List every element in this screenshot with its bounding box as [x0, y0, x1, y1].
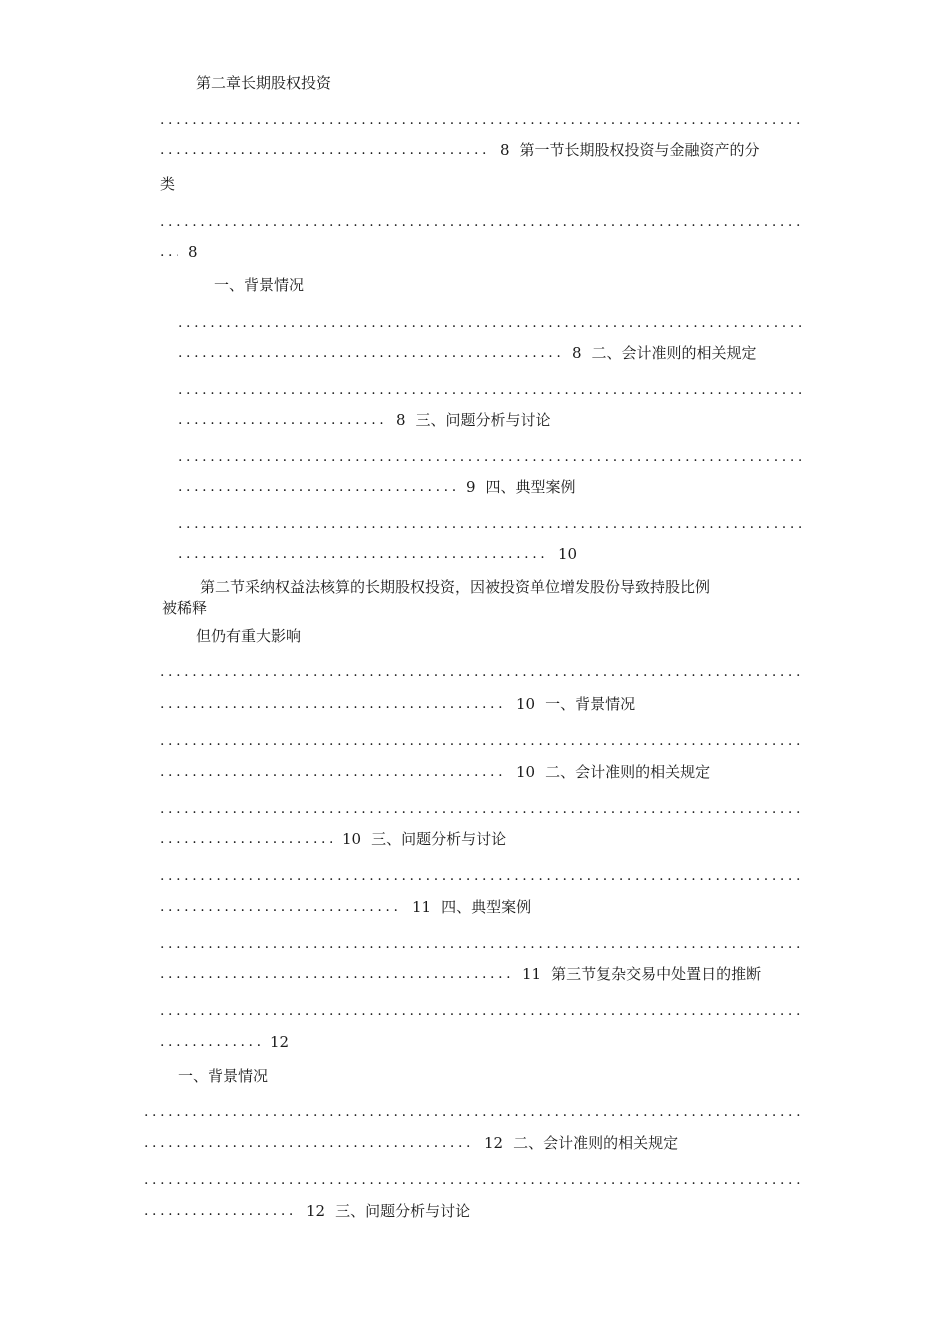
page-number: 8 [188, 243, 198, 261]
toc-entry [160, 897, 531, 917]
toc-subitem: 一、背景情况 [178, 1067, 269, 1085]
page-number: 10 [516, 763, 536, 781]
toc-entry-title: 四、典型案例 [485, 478, 576, 496]
toc-entry-title: 三、问题分析与讨论 [415, 411, 551, 429]
page-number: 8 [396, 411, 406, 429]
toc-entry [178, 343, 757, 363]
toc-entry [160, 140, 760, 160]
toc-entry [178, 477, 576, 497]
toc-entry-title: 四、典型案例 [441, 898, 532, 916]
page-number: 10 [558, 545, 578, 563]
toc-entry-title: 二、会计准则的相关规定 [513, 1134, 679, 1152]
toc-entry [144, 1133, 678, 1153]
page-number: 10 [516, 695, 536, 713]
toc-entry-title: 二、会计准则的相关规定 [591, 344, 757, 362]
section-title-cont: 但仍有重大影响 [196, 627, 302, 645]
toc-entry [144, 1201, 470, 1221]
dot-leader [160, 762, 506, 782]
toc-entry-title: 三、问题分析与讨论 [335, 1202, 471, 1220]
toc-entry [160, 829, 506, 849]
page-number: 9 [466, 478, 476, 496]
page-number: 12 [484, 1134, 504, 1152]
dot-leader [160, 1001, 802, 1021]
toc-entry [160, 242, 198, 262]
dot-leader [160, 731, 802, 751]
dot-leader [144, 1133, 474, 1153]
section-title-cont: 被稀释 [162, 599, 208, 617]
toc-entry-title: 一、背景情况 [545, 695, 636, 713]
dot-leader [144, 1102, 802, 1122]
toc-entry [160, 694, 635, 714]
dot-leader [160, 140, 490, 160]
toc-entry [160, 762, 710, 782]
toc-entry-title: 三、问题分析与讨论 [371, 830, 507, 848]
toc-entry [178, 410, 551, 430]
page-number: 11 [412, 898, 432, 916]
dot-leader [144, 1201, 296, 1221]
section-title: 第二节采纳权益法核算的长期股权投资，因被投资单位增发股份导致持股比例 [200, 578, 711, 596]
toc-entry-title: 二、会计准则的相关规定 [545, 763, 711, 781]
toc-entry [178, 544, 577, 564]
toc-entry [160, 964, 761, 984]
dot-leader [144, 1170, 802, 1190]
dot-leader [160, 662, 802, 682]
dot-leader [178, 477, 456, 497]
dot-leader [160, 212, 802, 232]
dot-leader [160, 694, 506, 714]
page-number: 8 [572, 344, 582, 362]
dot-leader [160, 897, 402, 917]
page-number: 10 [342, 830, 362, 848]
dot-leader [160, 799, 802, 819]
dot-leader [160, 829, 332, 849]
dot-leader [178, 514, 802, 534]
dot-leader [160, 1032, 260, 1052]
dot-leader [160, 866, 802, 886]
dot-leader [160, 242, 178, 262]
toc-entry-title: 第一节长期股权投资与金融资产的分 [519, 141, 760, 159]
chapter-title: 第二章长期股权投资 [196, 74, 332, 92]
page-number: 12 [270, 1033, 290, 1051]
dot-leader [178, 343, 562, 363]
dot-leader [178, 313, 802, 333]
page-number: 8 [500, 141, 510, 159]
dot-leader [160, 964, 512, 984]
toc-subitem: 一、背景情况 [214, 276, 305, 294]
dot-leader [178, 447, 802, 467]
page-number: 11 [522, 965, 542, 983]
toc-entry-title-cont: 类 [160, 175, 176, 193]
dot-leader [160, 934, 802, 954]
dot-leader [178, 410, 386, 430]
dot-leader [178, 544, 548, 564]
toc-entry-title: 第三节复杂交易中处置日的推断 [551, 965, 762, 983]
dot-leader [178, 380, 802, 400]
dot-leader [160, 110, 802, 130]
page-number: 12 [306, 1202, 326, 1220]
toc-entry [160, 1032, 289, 1052]
